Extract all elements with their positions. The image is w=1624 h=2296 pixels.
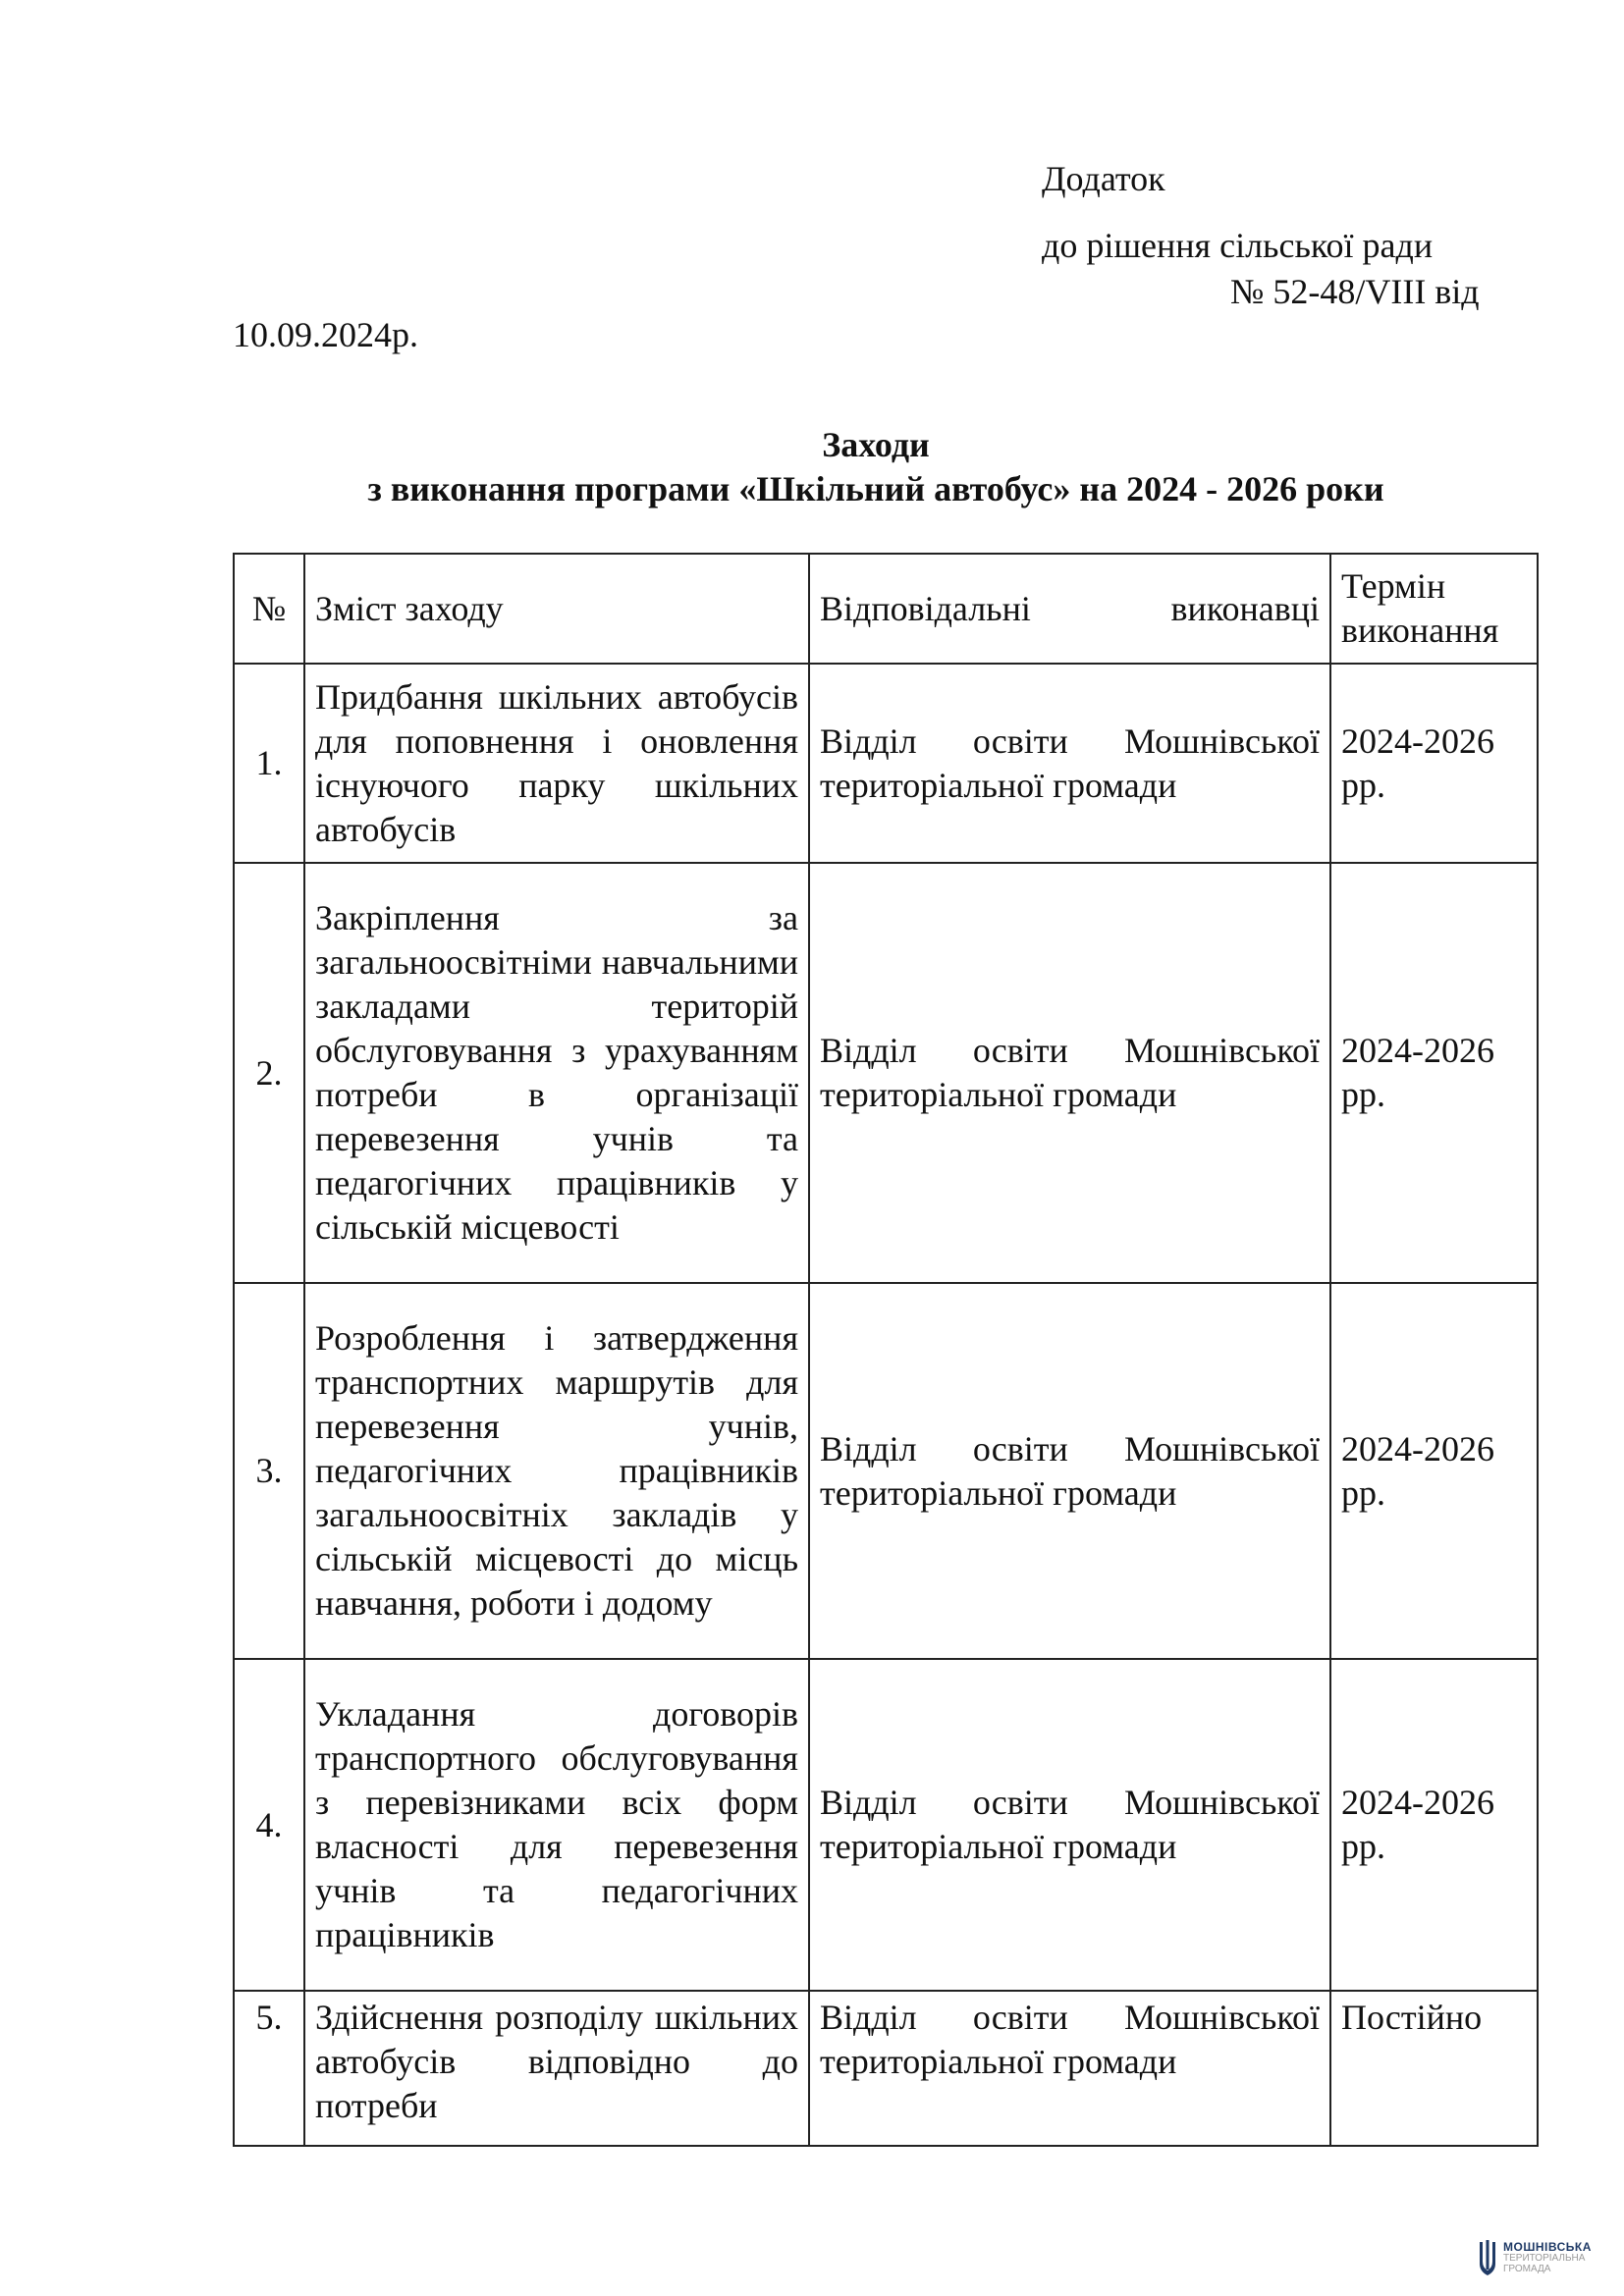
appendix-decision-ref: до рішення сільської ради xyxy=(1042,226,1434,265)
logo-text-line1: МОШНІВСЬКА xyxy=(1503,2239,1592,2254)
row-term: 2024-2026 рр. xyxy=(1330,1659,1538,1991)
table-row xyxy=(234,664,1538,863)
row-responsible: Відділ освіти Мошнівської територіальної громади xyxy=(809,664,1330,863)
row-number: 1. xyxy=(234,664,304,863)
community-logo xyxy=(1478,2238,1592,2277)
row-term: 2024-2026 рр. xyxy=(1330,863,1538,1283)
header-number: № xyxy=(234,554,304,664)
row-content: Укладання договорів транспортного обслуговування з перевізниками всіх форм власності для перевезення учнів та педагогічних працівників xyxy=(304,1659,809,1991)
table-row xyxy=(234,863,1538,1283)
row-content: Придбання шкільних автобусів для поповнення і оновлення існуючого парку шкільних автобусів xyxy=(304,664,809,863)
row-number: 3. xyxy=(234,1283,304,1659)
row-content: Закріплення за загальноосвітніми навчальними закладами територій обслуговування з урахуванням потреби в організації перевезення учнів та педагогічних працівників у сільській місцевості xyxy=(304,863,809,1283)
appendix-title: Додаток xyxy=(1042,159,1165,198)
row-number: 2. xyxy=(234,863,304,1283)
row-responsible: Відділ освіти Мошнівської територіальної громади xyxy=(809,1283,1330,1659)
trident-icon xyxy=(1478,2238,1497,2277)
document-title: Заходи xyxy=(822,425,930,464)
document-subtitle: з виконання програми «Шкільний автобус» на 2024 - 2026 роки xyxy=(367,469,1384,508)
row-term: Постійно xyxy=(1330,1991,1538,2146)
table-row xyxy=(234,1991,1538,2146)
row-responsible: Відділ освіти Мошнівської територіальної громади xyxy=(809,1991,1330,2146)
logo-text-line3: ГРОМАДА xyxy=(1503,2263,1551,2274)
row-number: 4. xyxy=(234,1659,304,1991)
row-number: 5. xyxy=(234,1991,304,2146)
table-row xyxy=(234,1283,1538,1659)
appendix-decision-number: № 52-48/VIII від xyxy=(1230,272,1480,311)
row-responsible: Відділ освіти Мошнівської територіальної громади xyxy=(809,1659,1330,1991)
row-term: 2024-2026 рр. xyxy=(1330,1283,1538,1659)
header-term: Термін виконання xyxy=(1330,554,1538,664)
row-term: 2024-2026 рр. xyxy=(1330,664,1538,863)
table-header-row xyxy=(234,554,1538,664)
row-responsible: Відділ освіти Мошнівської територіальної громади xyxy=(809,863,1330,1283)
table-row xyxy=(234,1659,1538,1991)
row-content: Здійснення розподілу шкільних автобусів відповідно до потреби xyxy=(304,1991,809,2146)
row-content: Розроблення і затвердження транспортних маршрутів для перевезення учнів, педагогічних працівників загальноосвітніх закладів у сільській місцевості до місць навчання, роботи і додому xyxy=(304,1283,809,1659)
measures-table xyxy=(233,553,1539,2147)
header-responsible: Відповідальні виконавці xyxy=(809,554,1330,664)
logo-text-line2: ТЕРИТОРІАЛЬНА xyxy=(1503,2252,1586,2264)
header-content: Зміст заходу xyxy=(304,554,809,664)
appendix-date: 10.09.2024р. xyxy=(233,315,418,354)
